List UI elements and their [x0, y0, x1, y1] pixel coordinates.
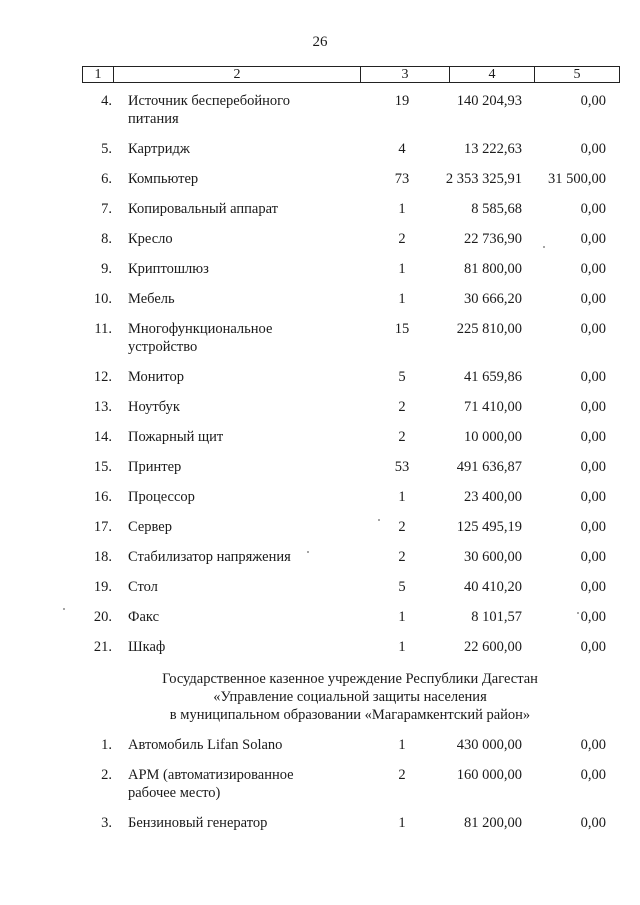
section-heading-line: «Управление социальной защиты населения	[213, 689, 487, 705]
row-number: 12.	[93, 369, 112, 385]
item-depreciation-value: 0,00	[580, 291, 606, 307]
row-number: 16.	[93, 489, 112, 505]
row-number: 17.	[93, 519, 112, 535]
item-name: АРМ (автоматизированное рабочее место)	[128, 767, 294, 801]
item-depreciation-value: 0,00	[580, 93, 606, 109]
item-quantity: 2	[398, 399, 406, 415]
item-depreciation-value: 0,00	[580, 609, 606, 625]
item-balance-value: 225 810,00	[456, 321, 522, 337]
item-depreciation-value: 0,00	[580, 141, 606, 157]
item-balance-value: 8 585,68	[471, 201, 522, 217]
item-depreciation-value: 0,00	[580, 369, 606, 385]
item-depreciation-value: 0,00	[580, 399, 606, 415]
item-quantity: 53	[394, 459, 410, 475]
item-name: Процессор	[128, 489, 195, 505]
item-name: Картридж	[128, 141, 190, 157]
item-balance-value: 430 000,00	[456, 737, 522, 753]
scan-speck	[307, 551, 309, 553]
item-balance-value: 41 659,86	[464, 369, 522, 385]
item-depreciation-value: 0,00	[580, 201, 606, 217]
item-depreciation-value: 0,00	[580, 639, 606, 655]
row-number: 19.	[93, 579, 112, 595]
section-heading	[100, 670, 600, 724]
row-number: 18.	[93, 549, 112, 565]
item-quantity: 2	[398, 429, 406, 445]
column-header-4: 4	[450, 67, 535, 83]
item-depreciation-value: 0,00	[580, 519, 606, 535]
row-number: 7.	[101, 201, 112, 217]
item-balance-value: 160 000,00	[456, 767, 522, 783]
item-balance-value: 30 666,20	[464, 291, 522, 307]
column-header-2: 2	[114, 67, 361, 83]
item-name: Криптошлюз	[128, 261, 209, 277]
item-depreciation-value: 0,00	[580, 579, 606, 595]
item-name: Принтер	[128, 459, 182, 475]
item-quantity: 2	[398, 519, 406, 535]
item-name: Ноутбук	[128, 399, 180, 415]
row-number: 11.	[94, 321, 112, 337]
item-depreciation-value: 0,00	[580, 231, 606, 247]
item-name: Автомобиль Lifan Solano	[128, 737, 283, 753]
item-depreciation-value: 0,00	[580, 549, 606, 565]
item-balance-value: 30 600,00	[464, 549, 522, 565]
row-number: 13.	[93, 399, 112, 415]
item-name: Шкаф	[128, 639, 166, 655]
scan-speck	[577, 612, 579, 614]
row-number: 3.	[101, 815, 112, 831]
row-number: 20.	[93, 609, 112, 625]
row-number: 6.	[101, 171, 112, 187]
item-depreciation-value: 0,00	[580, 767, 606, 783]
item-name: Пожарный щит	[128, 429, 224, 445]
item-quantity: 5	[398, 369, 406, 385]
column-header-3: 3	[361, 67, 450, 83]
column-header-5: 5	[535, 67, 620, 83]
scan-speck	[543, 246, 545, 248]
item-name: Сервер	[128, 519, 172, 535]
item-quantity: 1	[398, 737, 406, 753]
item-balance-value: 2 353 325,91	[445, 171, 522, 187]
item-quantity: 2	[398, 549, 406, 565]
item-depreciation-value: 0,00	[580, 489, 606, 505]
item-balance-value: 23 400,00	[464, 489, 522, 505]
item-name: Компьютер	[128, 171, 199, 187]
item-name: Копировальный аппарат	[128, 201, 279, 217]
item-name: Факс	[128, 609, 160, 625]
item-balance-value: 71 410,00	[464, 399, 522, 415]
item-quantity: 19	[394, 93, 410, 109]
item-quantity: 2	[398, 231, 406, 247]
row-number: 8.	[101, 231, 112, 247]
item-quantity: 73	[394, 171, 410, 187]
row-number: 21.	[93, 639, 112, 655]
item-name: Стабилизатор напряжения	[128, 549, 291, 565]
item-name: Источник бесперебойного питания	[128, 93, 290, 127]
row-number: 5.	[101, 141, 112, 157]
row-number: 14.	[93, 429, 112, 445]
item-balance-value: 81 200,00	[464, 815, 522, 831]
item-balance-value: 10 000,00	[464, 429, 522, 445]
row-number: 1.	[101, 737, 112, 753]
row-number: 2.	[101, 767, 112, 783]
column-header-1: 1	[83, 67, 114, 83]
item-depreciation-value: 0,00	[580, 459, 606, 475]
item-balance-value: 140 204,93	[456, 93, 522, 109]
row-number: 4.	[101, 93, 112, 109]
scan-speck	[378, 519, 380, 521]
item-quantity: 1	[398, 815, 406, 831]
row-number: 9.	[101, 261, 112, 277]
item-quantity: 2	[398, 767, 406, 783]
item-depreciation-value: 31 500,00	[548, 171, 606, 187]
item-name: Кресло	[128, 231, 173, 247]
section-heading-line: Государственное казенное учреждение Республики Дагестан	[162, 671, 538, 687]
item-balance-value: 13 222,63	[464, 141, 522, 157]
item-name: Стол	[128, 579, 158, 595]
item-quantity: 1	[398, 291, 406, 307]
item-name: Монитор	[128, 369, 184, 385]
item-name: Мебель	[128, 291, 175, 307]
page-number: 26	[312, 34, 328, 50]
item-name: Многофункциональное устройство	[128, 321, 273, 355]
section-heading-line: в муниципальном образовании «Магарамкентский район»	[169, 707, 531, 723]
item-depreciation-value: 0,00	[580, 261, 606, 277]
item-quantity: 5	[398, 579, 406, 595]
item-name: Бензиновый генератор	[128, 815, 268, 831]
item-depreciation-value: 0,00	[580, 737, 606, 753]
item-balance-value: 40 410,20	[464, 579, 522, 595]
row-number: 10.	[93, 291, 112, 307]
item-balance-value: 125 495,19	[456, 519, 522, 535]
item-balance-value: 22 600,00	[464, 639, 522, 655]
item-quantity: 1	[398, 639, 406, 655]
item-balance-value: 8 101,57	[471, 609, 522, 625]
item-quantity: 1	[398, 261, 406, 277]
item-quantity: 1	[398, 609, 406, 625]
scan-speck	[63, 608, 65, 610]
item-quantity: 4	[398, 141, 406, 157]
column-header-row	[82, 66, 620, 83]
row-number: 15.	[93, 459, 112, 475]
item-quantity: 15	[394, 321, 410, 337]
item-depreciation-value: 0,00	[580, 321, 606, 337]
item-balance-value: 491 636,87	[456, 459, 522, 475]
item-depreciation-value: 0,00	[580, 815, 606, 831]
item-depreciation-value: 0,00	[580, 429, 606, 445]
item-quantity: 1	[398, 201, 406, 217]
item-quantity: 1	[398, 489, 406, 505]
item-balance-value: 22 736,90	[464, 231, 522, 247]
item-balance-value: 81 800,00	[464, 261, 522, 277]
